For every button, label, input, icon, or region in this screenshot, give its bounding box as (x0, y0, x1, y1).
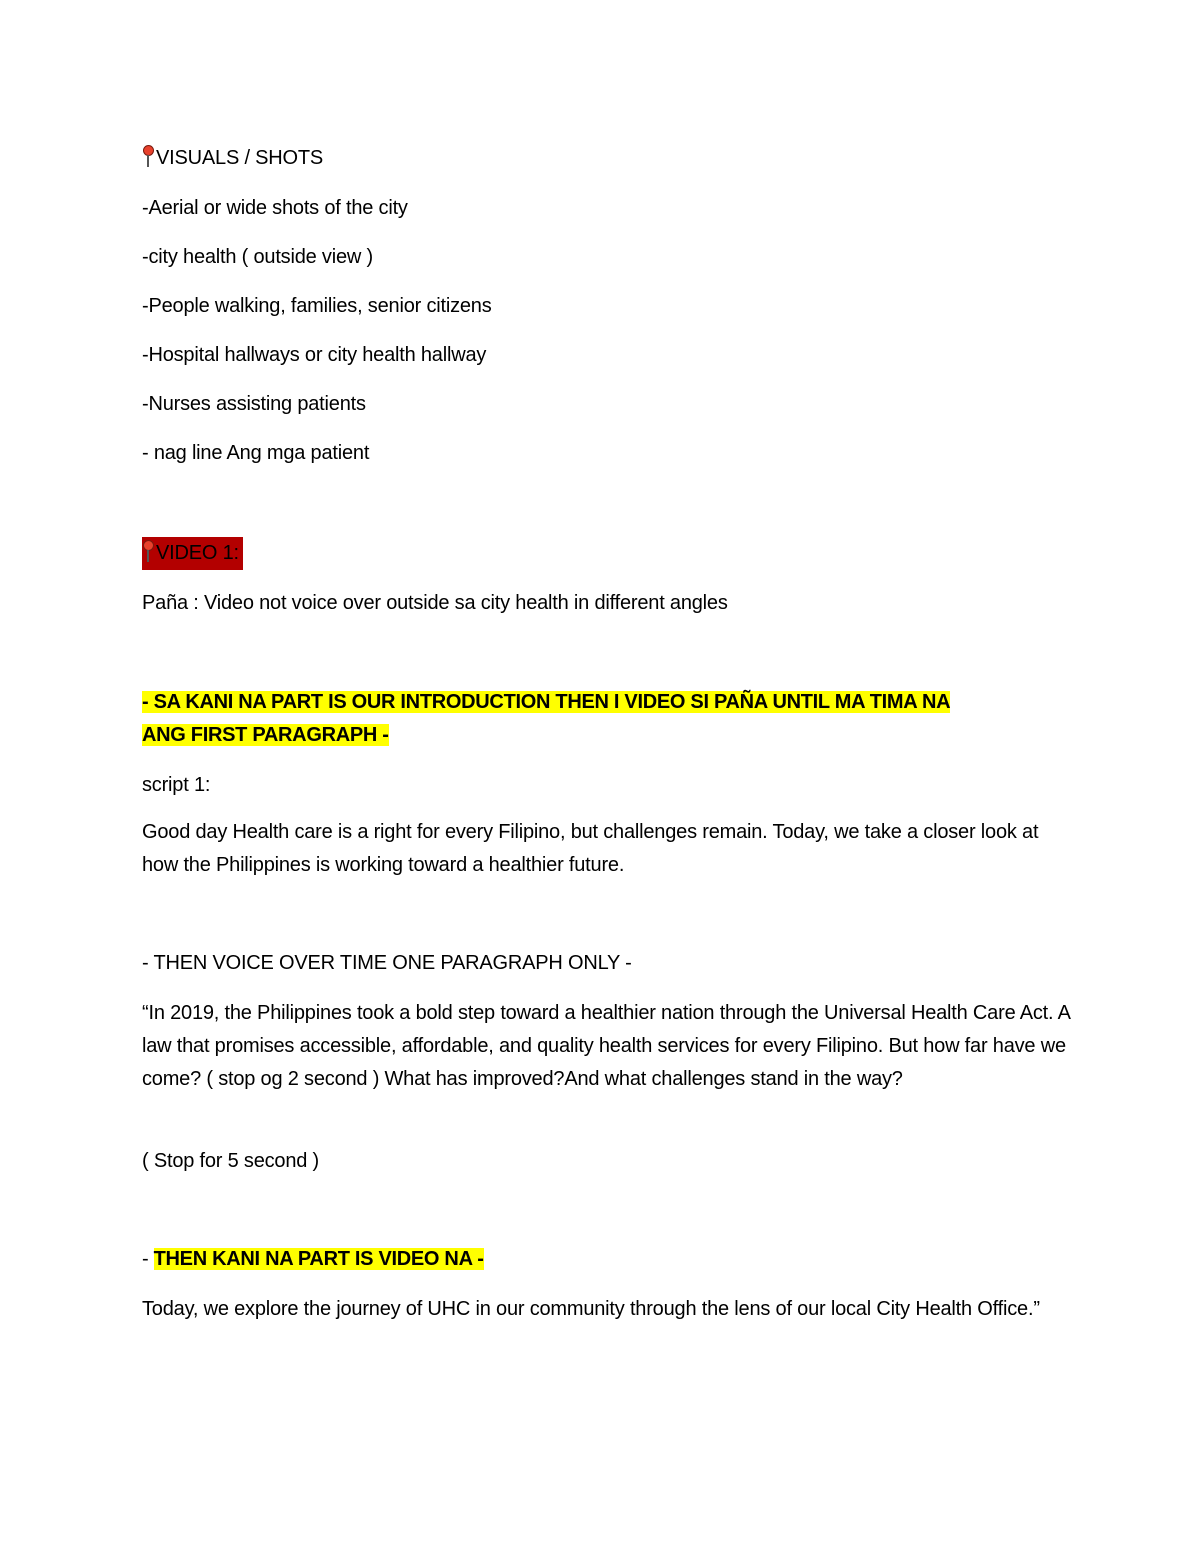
script1-label: script 1: (142, 774, 211, 796)
quote-paragraph: “In 2019, the Philippines took a bold step toward a healthier nation through the Universal Health Care Act. A law that promises accessible, affordable, and quality health services for every Filipino. But how far have we come? ( stop og 2 second ) What has improved?And what challenges stand in the way? (142, 1002, 1070, 1090)
direction-1-text1: - SA KANI NA PART IS OUR INTRODUCTION THEN I VIDEO SI PAÑA UNTIL MA TIMA NA (142, 691, 951, 713)
visuals-item: -city health ( outside view ) (142, 246, 373, 268)
visuals-heading: VISUALS / SHOTS (156, 147, 324, 169)
direction-3-prefix: - (142, 1248, 154, 1270)
video1-heading-line (142, 537, 243, 570)
stop-note: ( Stop for 5 second ) (142, 1150, 320, 1172)
direction-1-text2: ANG FIRST PARAGRAPH - (142, 724, 389, 746)
visuals-item: -Hospital hallways or city health hallway (142, 344, 487, 366)
visuals-heading-line (142, 142, 323, 175)
visuals-item: - nag line Ang mga patient (142, 442, 370, 464)
video1-note: Paña : Video not voice over outside sa city health in different angles (142, 592, 728, 614)
round-pushpin-icon (142, 538, 154, 564)
closing-paragraph: Today, we explore the journey of UHC in our community through the lens of our local City Health Office.” (142, 1298, 1040, 1320)
visuals-item: -Nurses assisting patients (142, 393, 366, 415)
visuals-item: -People walking, families, senior citizens (142, 295, 492, 317)
direction-1-line2 (142, 719, 389, 752)
script1-text: Good day Health care is a right for every Filipino, but challenges remain. Today, we take a closer look at how the Philippines is working toward a healthier future. (142, 821, 1039, 876)
direction-1-line1 (142, 686, 950, 719)
direction-2: - THEN VOICE OVER TIME ONE PARAGRAPH ONLY - (142, 952, 632, 974)
video1-heading: VIDEO 1: (156, 542, 239, 564)
round-pushpin-icon (142, 143, 154, 169)
visuals-item: -Aerial or wide shots of the city (142, 197, 408, 219)
direction-3-line (142, 1243, 484, 1276)
direction-3-text: THEN KANI NA PART IS VIDEO NA - (153, 1248, 484, 1270)
